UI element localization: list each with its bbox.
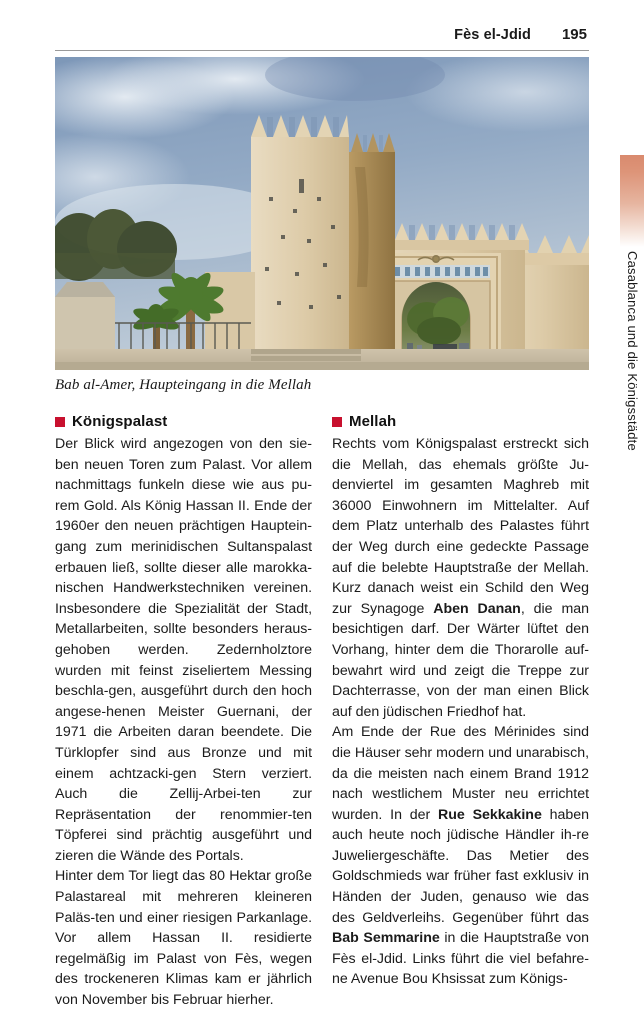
section-header-mellah xyxy=(332,412,589,431)
chapter-thumb-tab xyxy=(620,155,644,455)
section-bullet-icon xyxy=(55,417,65,427)
running-head xyxy=(55,26,589,52)
photo-bab-al-amer xyxy=(55,57,589,370)
text-columns xyxy=(55,412,589,1009)
left-column xyxy=(55,412,312,1009)
thumb-tab-label: Casablanca und die Königsstädte xyxy=(625,251,640,451)
text-run: haben auch heute noch jüdische Händler ih-re Juweliergeschäfte. Das Metier des Goldschmieds war früher fast exklusiv in Händen der Juden, genauso wie das des Geldverleihs. Gegenüber führt das xyxy=(332,806,589,926)
text-run: Am Ende der Rue des Mérinides sind die Häuser sehr modern und unarabisch, da die meisten nach einem Brand 1912 nach westlichem Muster neu errichtet wurden. In der xyxy=(332,724,589,823)
running-head-title: Fès el-Jdid xyxy=(454,27,531,43)
header-divider xyxy=(55,50,589,51)
tower xyxy=(251,115,395,370)
place-name-aben-danan: Aben Danan xyxy=(433,600,521,617)
right-column xyxy=(332,412,589,990)
paragraph xyxy=(332,722,589,990)
section-title: Königspalast xyxy=(72,413,168,430)
street-name-rue-sekkakine: Rue Sekkakine xyxy=(438,806,542,823)
paragraph: Hinter dem Tor liegt das 80 Hektar große Palastareal mit mehreren kleineren Paläs-ten und einer riesigen Parkanlage. Vor allem Hassan II. residierte regelmäßig im Palast von Fès, wegen des trockeneren Klimas kam er jährlich von November bis Februar hierher. xyxy=(55,868,312,1009)
paragraph xyxy=(332,434,589,722)
section-title: Mellah xyxy=(349,413,397,430)
place-name-bab-semmarine: Bab Semmarine xyxy=(332,930,440,947)
paragraph: Der Blick wird angezogen von den sie-ben neuen Toren zum Palast. Vor allem nachmittags funkeln diese wie aus pu-rem Gold. Als König Hassan II. Ende der 1960er den neuen prächtigen Hauptein-gang zum merinidischen Sultanspalast erbauen ließ, sollte dieser alle marokka-nischen Handwerkstechniken vereinen. Insbesondere die Spezialität der Stadt, Metallarbeiten, sollte besonders heraus-gehoben werden. Zedernholztore wurden mit feinst ziseliertem Messing beschla-gen, ausgeführt durch den hoch angese-henen Meister Guernani, der 1971 die Arbeiten daran beendete. Die Türklopfer sind aus Bronze und mit einem achtzacki-gen Stern verziert. Auch die Zellij-Arbei-ten zur Repräsentation der renommier-ten Töpferei sind prächtig ausgeführt und zieren die Wände des Portals. xyxy=(55,436,312,864)
section-bullet-icon xyxy=(332,417,342,427)
thumb-tab-color-bar xyxy=(620,155,644,247)
text-run: in die Hauptstraße von Fès el-Jdid. Links führt die viel befahre-ne Avenue Bou Khsissat zum Königs- xyxy=(332,930,589,988)
page-number: 195 xyxy=(561,26,587,43)
section-header-koenigspalast xyxy=(55,412,312,431)
photo-caption: Bab al-Amer, Haupteingang in die Mellah xyxy=(55,377,312,393)
photo-illustration xyxy=(55,57,589,370)
text-run: , die man besichtigen darf. Der Wärter lüftet den Vorhang, hinter dem die Thorarolle auf-bewahrt wird und zeigt die Treppe zur Dachterrasse, von der man einen Blick auf den jüdischen Friedhof hat. xyxy=(332,600,589,720)
text-run: Rechts vom Königspalast erstreckt sich die Mellah, das ehemals größte Ju-denviertel im gesamten Maghreb mit 36000 Einwohnern im Mittelalter. Auf dem Platz unterhalb des Palastes führt der Weg durch eine gedeckte Passage auf die belebte Hauptstraße der Mellah. Kurz danach weist ein Schild den Weg zur Synagoge xyxy=(332,436,589,617)
